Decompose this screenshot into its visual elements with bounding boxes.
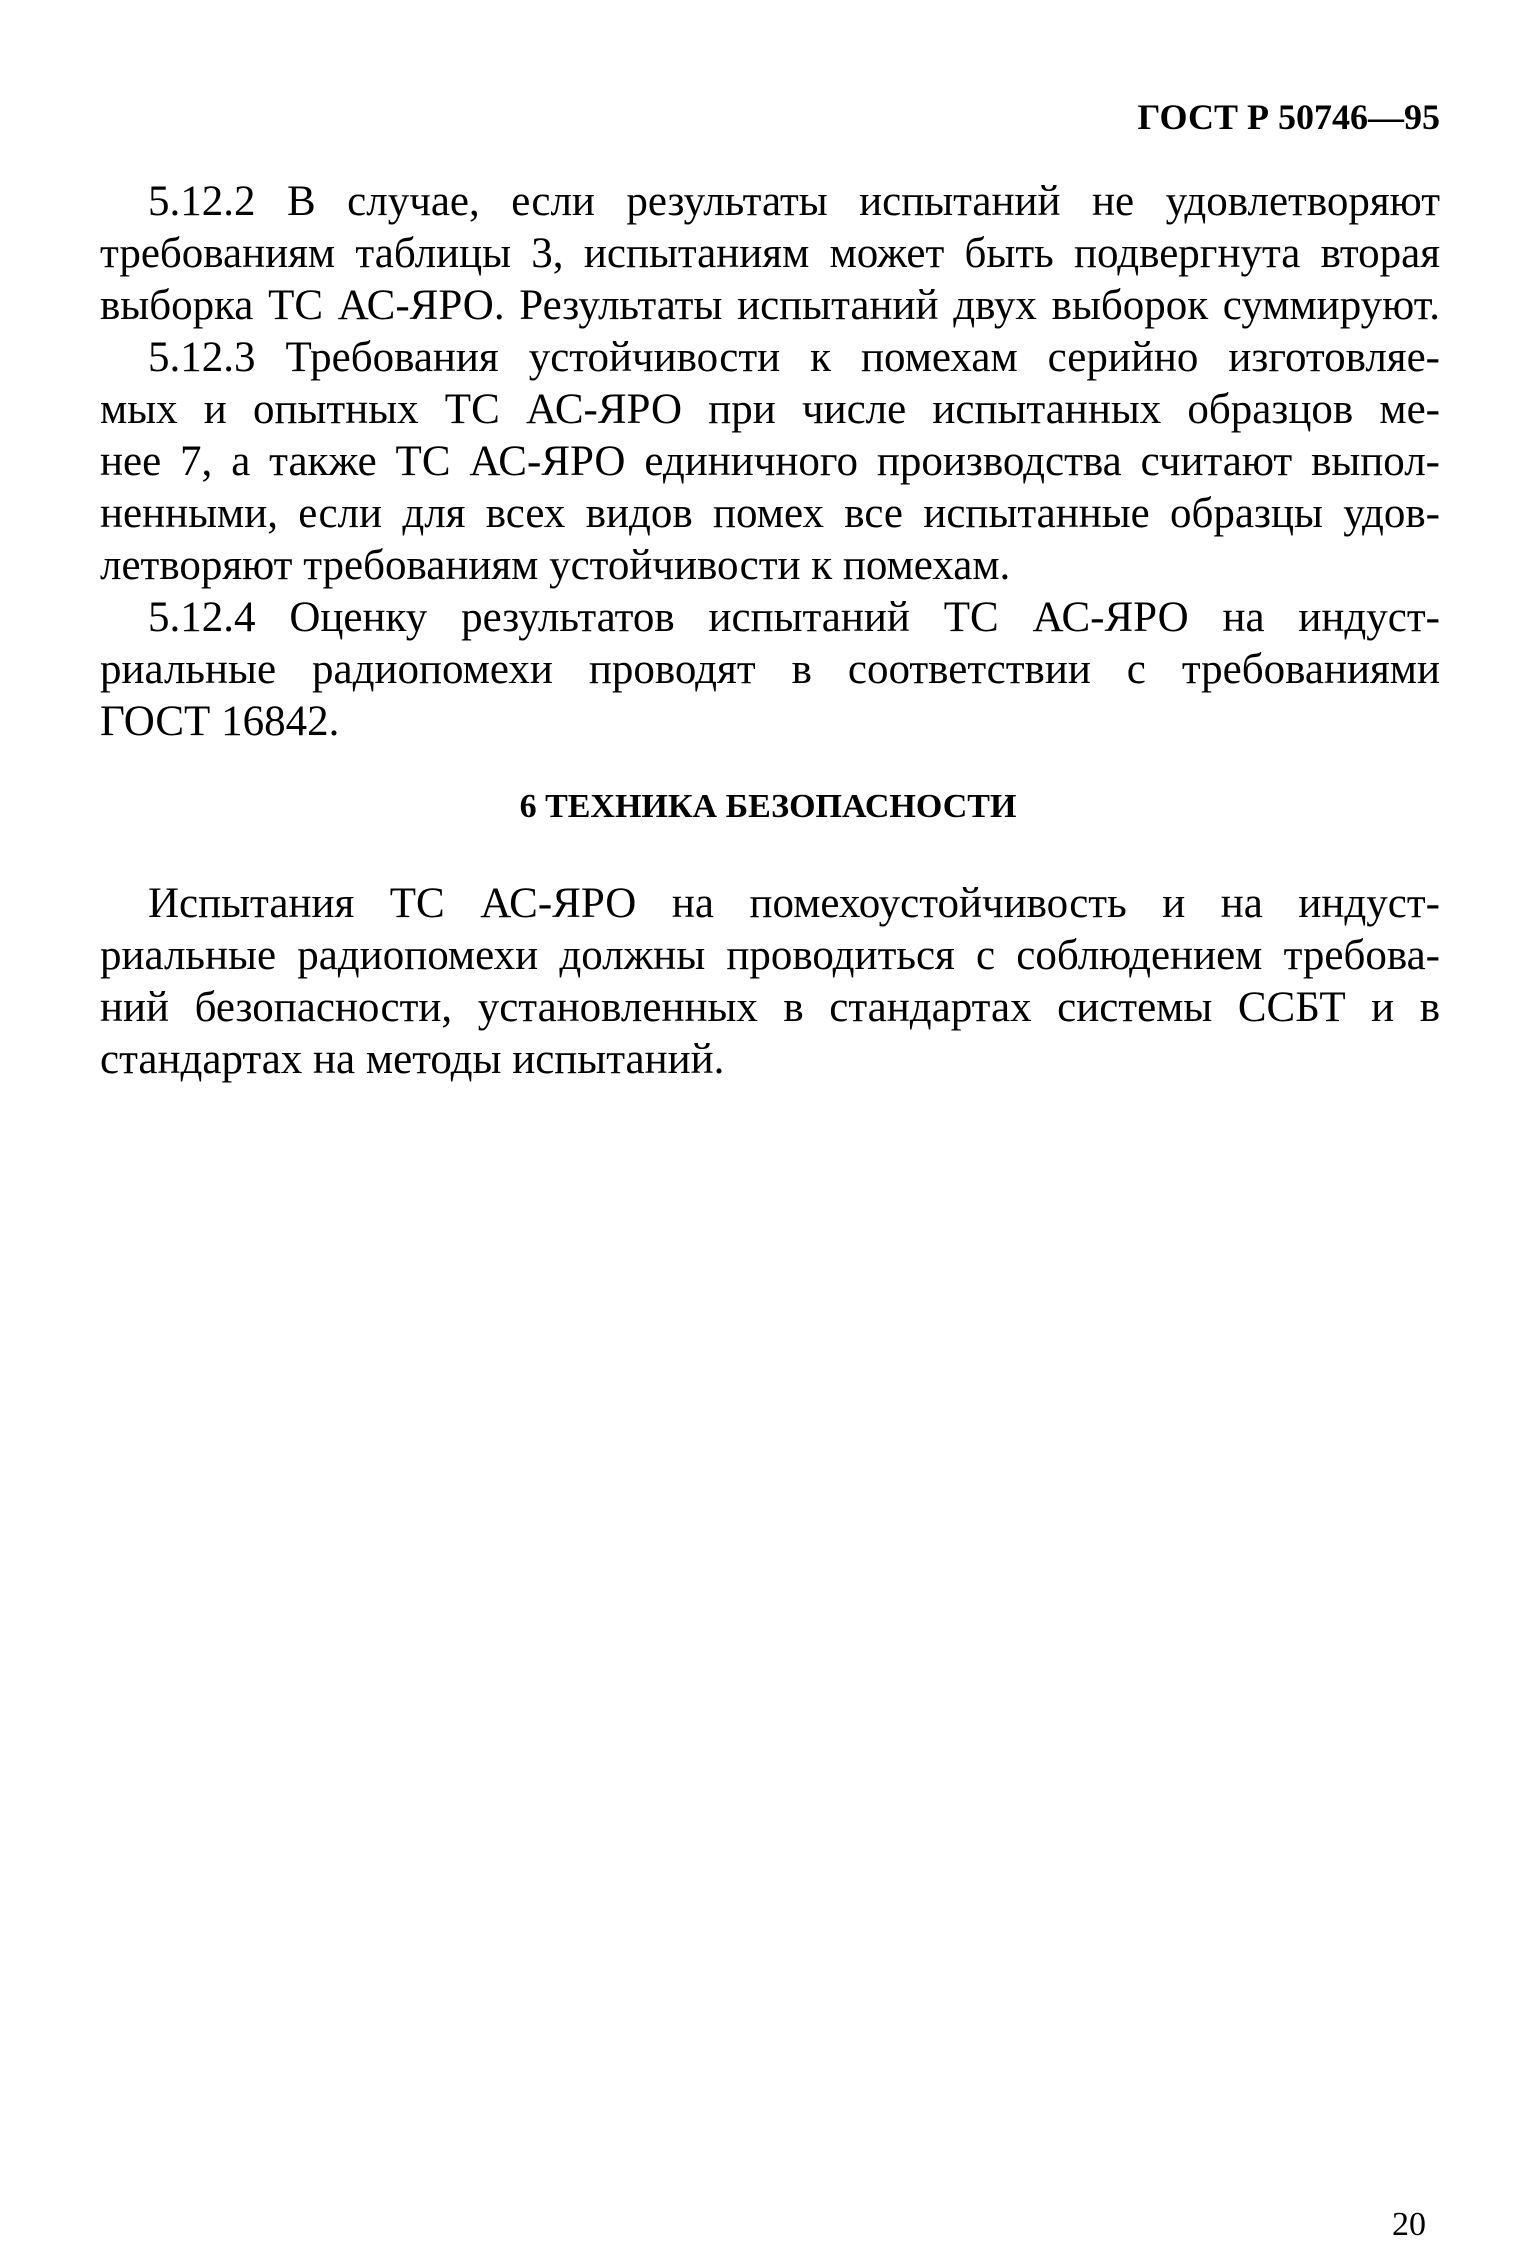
text-line: Испытания ТС АС-ЯРО на помехоустойчивость и на индуст- bbox=[148, 880, 1440, 927]
text-line: ненными, если для всех видов помех все испытанные образцы удов- bbox=[100, 490, 1440, 537]
text-line: 5.12.4 Оценку результатов испытаний ТС АС-ЯРО на индуст- bbox=[148, 594, 1440, 641]
text-line: мых и опытных ТС АС-ЯРО при числе испытанных образцов ме- bbox=[100, 386, 1440, 433]
paragraph-5-12-3 bbox=[100, 332, 1440, 592]
text-line: 5.12.2 В случае, если результаты испытаний не удовлетворяют bbox=[148, 178, 1440, 225]
document-code-header: ГОСТ Р 50746—95 bbox=[1137, 97, 1440, 137]
text-line: требованиям таблицы 3, испытаниям может быть подвергнута вторая bbox=[100, 230, 1440, 277]
text-line: 5.12.3 Требования устойчивости к помехам серийно изготовляе- bbox=[148, 334, 1440, 381]
section-5-text bbox=[100, 176, 1440, 748]
text-line: нее 7, а также ТС АС-ЯРО единичного производства считают выпол- bbox=[100, 438, 1440, 485]
text-line: стандартах на методы испытаний. bbox=[100, 1036, 725, 1083]
text-line: летворяют требованиям устойчивости к помехам. bbox=[100, 542, 1011, 589]
text-line: риальные радиопомехи должны проводиться с соблюдением требова- bbox=[100, 932, 1440, 979]
section-6-text bbox=[100, 878, 1440, 1086]
text-line: ний безопасности, установленных в стандартах системы ССБТ и в bbox=[100, 984, 1440, 1031]
paragraph-5-12-2 bbox=[100, 176, 1440, 332]
paragraph-5-12-4 bbox=[100, 592, 1440, 748]
section-6-heading: 6 ТЕХНИКА БЕЗОПАСНОСТИ bbox=[519, 788, 1017, 825]
text-line: ГОСТ 16842. bbox=[100, 698, 340, 745]
text-line: выборка ТС АС-ЯРО. Результаты испытаний двух выборок суммируют. bbox=[100, 282, 1440, 329]
page-number: 20 bbox=[1392, 2206, 1426, 2243]
text-line: риальные радиопомехи проводят в соответствии с требованиями bbox=[100, 646, 1440, 693]
